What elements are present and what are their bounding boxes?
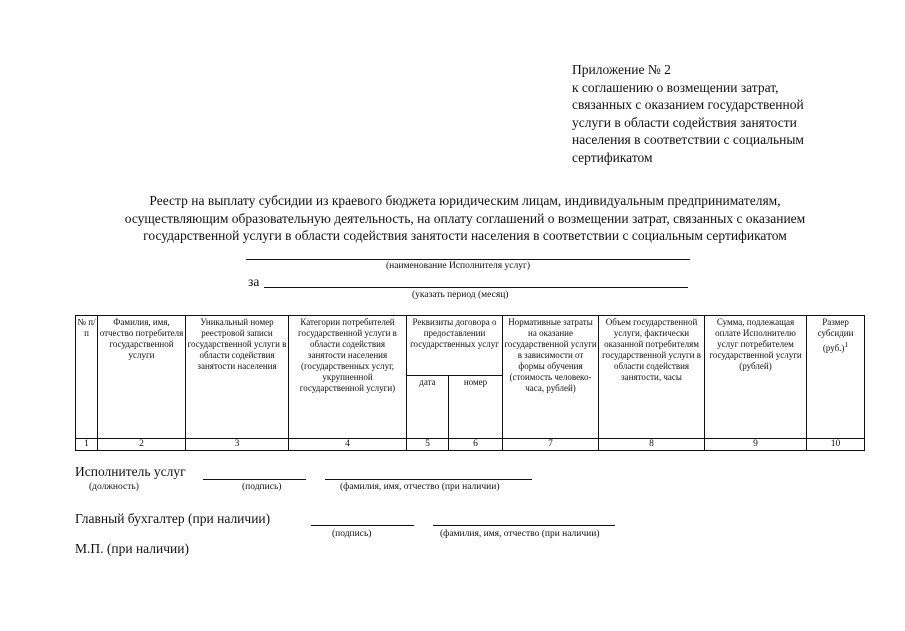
position-line [203, 479, 306, 480]
header-cell: номер [449, 376, 503, 439]
accountant-fio-line [433, 525, 615, 526]
table-row [76, 439, 865, 451]
column-number: 8 [599, 439, 705, 451]
executor-name-caption: (наименование Исполнителя услуг) [386, 261, 531, 271]
period-line [264, 287, 688, 288]
appendix-line: населения в соответствии с социальным [572, 132, 804, 147]
table-header-row [76, 316, 865, 376]
executor-name-line [246, 259, 690, 260]
header-text: Размер субсидии (руб.) [817, 317, 854, 353]
fio-line [325, 479, 532, 480]
column-number: 10 [807, 439, 865, 451]
column-number: 9 [705, 439, 807, 451]
accountant-signature-caption: (подпись) [332, 529, 372, 539]
accountant-label: Главный бухгалтер (при наличии) [75, 511, 271, 526]
column-number: 4 [289, 439, 407, 451]
registry-table [75, 315, 865, 451]
header-cell: Уникальный номер реестровой записи государственной услуги в области содействия занятости населения [186, 316, 289, 439]
seal-label: М.П. (при наличии) [75, 541, 189, 556]
period-prefix: за [248, 274, 260, 289]
column-number: 7 [503, 439, 599, 451]
title-line: государственной услуги в области содействия занятости населения в соответствии с социальным сертификатом [143, 228, 787, 243]
header-cell [807, 316, 865, 439]
appendix-line: сертификатом [572, 149, 653, 165]
header-cell: Реквизиты договора о предоставлении государственных услуг [407, 316, 503, 376]
accountant-signature-line [311, 525, 414, 526]
executor-label: Исполнитель услуг [75, 464, 186, 479]
column-number: 1 [76, 439, 98, 451]
header-cell: дата [407, 376, 449, 439]
appendix-line: связанных с оказанием государственной [572, 97, 804, 112]
header-cell: Категории потребителей государственной услуги в области содействия занятости населения (государственных услуг, укрупненной государственной услуги) [289, 316, 407, 439]
appendix-header [572, 61, 804, 166]
footnote-mark: 1 [844, 340, 849, 349]
title-line: осуществляющим образовательную деятельность, на оплату соглашений о возмещении затрат, связанных с оказанием [124, 210, 806, 226]
title-line: Реестр на выплату субсидии из краевого бюджета юридическим лицам, индивидуальным предпринимателям, [149, 193, 781, 208]
signature-caption: (подпись) [242, 482, 282, 492]
header-cell: Фамилия, имя, отчество потребителя государственной услуги [98, 316, 186, 439]
appendix-line: Приложение № 2 [572, 62, 671, 77]
header-cell: Сумма, подлежащая оплате Исполнителю услуг потребителем государственной услуги (рублей) [705, 316, 807, 439]
position-caption: (должность) [89, 482, 139, 492]
header-cell: Объем государственной услуги, фактически оказанной потребителям государственной услуги в области содействия занятости, часы [599, 316, 705, 439]
column-number: 6 [449, 439, 503, 451]
header-cell: № п/п [76, 316, 98, 439]
column-number: 3 [186, 439, 289, 451]
appendix-line: к соглашению о возмещении затрат, [572, 79, 779, 95]
fio-caption: (фамилия, имя, отчество (при наличии) [340, 482, 500, 492]
accountant-fio-caption: (фамилия, имя, отчество (при наличии) [440, 529, 600, 539]
header-cell: Нормативные затраты на оказание государственной услуги в зависимости от формы обучения (стоимость человеко-часа, рублей) [503, 316, 599, 439]
appendix-line: услуги в области содействия занятости [572, 114, 797, 130]
column-number: 2 [98, 439, 186, 451]
period-caption: (указать период (месяц) [412, 290, 509, 300]
document-title [70, 192, 860, 245]
column-number: 5 [407, 439, 449, 451]
